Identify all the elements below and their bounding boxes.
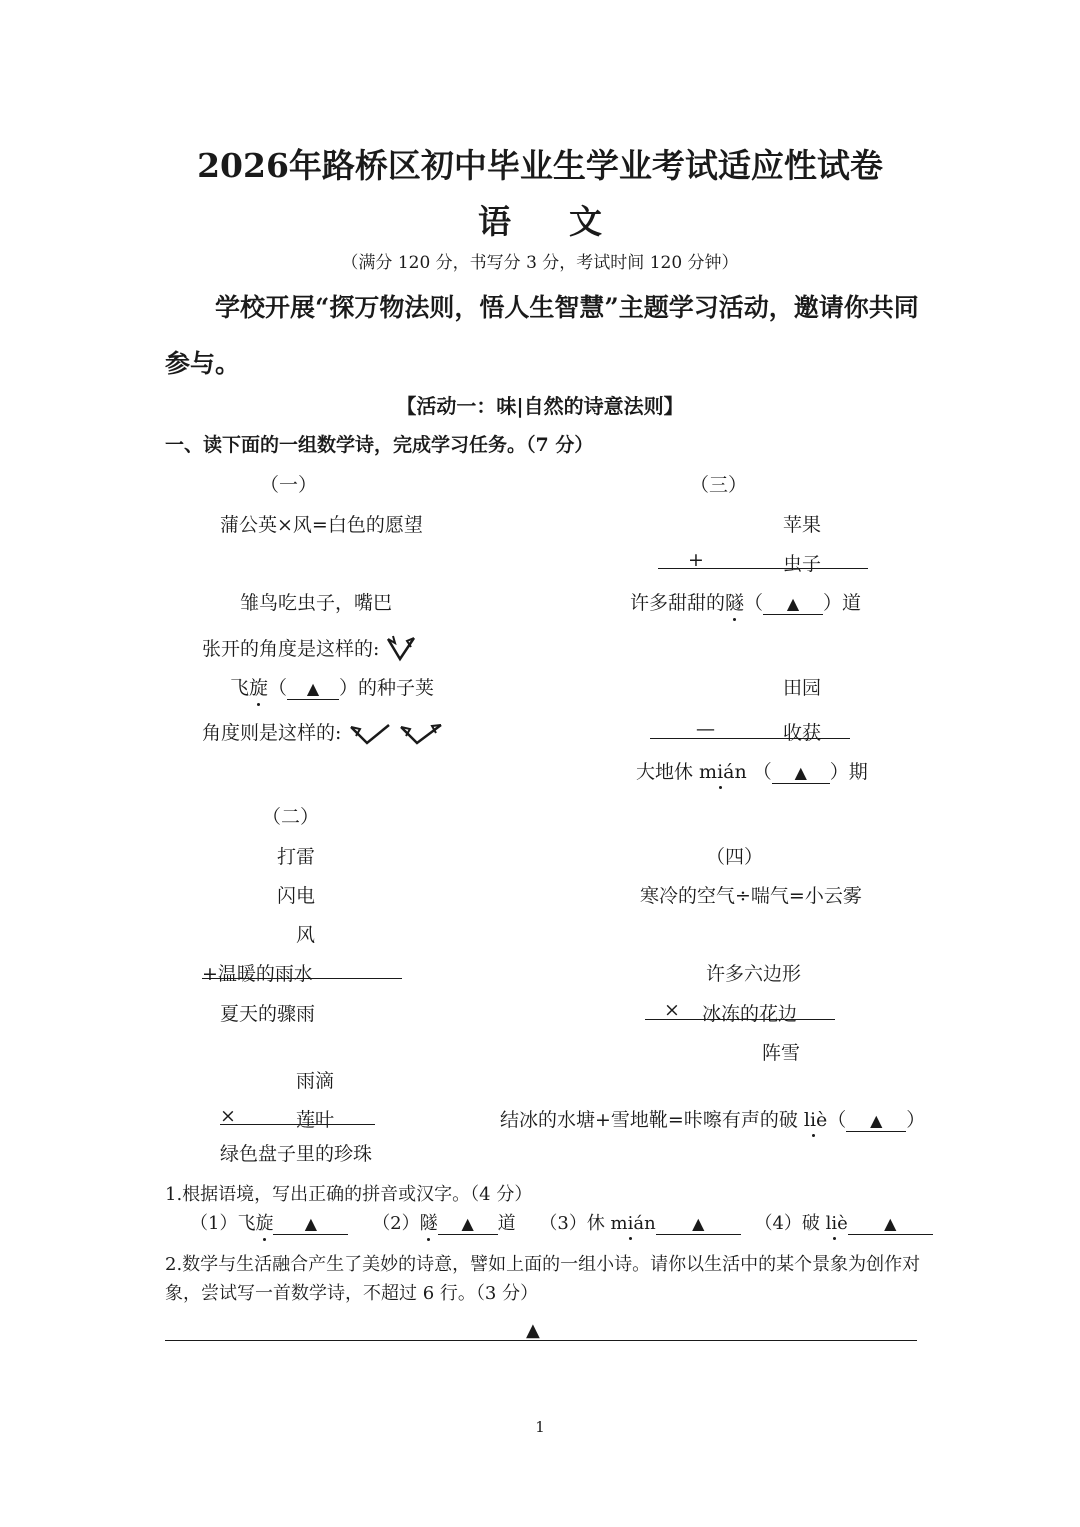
poem2-line6: 雨滴 <box>296 1070 335 1092</box>
poem2-line7b: 莲叶 <box>296 1109 335 1131</box>
poem4-line3a: × <box>664 999 680 1021</box>
answer-blank-2[interactable]: ▲ <box>461 1214 474 1233</box>
poem3-line1: 苹果 <box>783 514 822 536</box>
poem4-product-line <box>645 1019 835 1020</box>
poem2-label: （二） <box>262 806 320 828</box>
question-1: 1.根据语境，写出正确的拼音或汉字。（4 分） <box>165 1184 533 1205</box>
poem4-line4: 阵雪 <box>762 1042 801 1064</box>
answer-blank[interactable]: ▲ <box>306 679 320 698</box>
answer-blank-4[interactable]: ▲ <box>884 1214 897 1233</box>
poem4-label: （四） <box>706 846 764 868</box>
poem2-line3: 风 <box>296 924 316 946</box>
poem2-line5: 夏天的骤雨 <box>220 1003 316 1025</box>
poem1-line2: 雏鸟吃虫子，嘴巴 <box>240 592 393 614</box>
poem2-line8: 绿色盘子里的珍珠 <box>220 1143 373 1165</box>
poem2-line4: +温暖的雨水 <box>202 963 313 985</box>
poem3-line2a: + <box>688 549 704 571</box>
poem1-label: （一） <box>260 474 318 496</box>
poem2-line2: 闪电 <box>277 885 316 907</box>
exam-subject: 语文 <box>478 202 660 241</box>
poem2-line7a: × <box>220 1105 236 1127</box>
answer-blank[interactable]: ▲ <box>786 594 800 613</box>
poem1-line3: 张开的角度是这样的: <box>202 634 417 663</box>
double-v-arrows-icon <box>347 721 447 747</box>
poem3-line5b: 收获 <box>783 722 822 744</box>
answer-blank[interactable]: ▲ <box>794 763 807 782</box>
poem3-line4: 田园 <box>783 677 822 699</box>
poem4-line1: 寒冷的空气÷喘气=小云雾 <box>640 885 862 907</box>
page-number: 1 <box>535 1418 545 1436</box>
activity-title: 【活动一：味|自然的诗意法则】 <box>396 394 684 418</box>
question-2: 2.数学与生活融合产生了美妙的诗意，譬如上面的一组小诗。请你以生活中的某个景象为创作对象，尝试写一首数学诗，不超过 6 行。（3 分） <box>165 1254 921 1304</box>
poem2-line1: 打雷 <box>277 846 316 868</box>
answer-blank-1[interactable]: ▲ <box>304 1214 318 1233</box>
poem4-line5: 结冰的水塘+雪地靴=咔嚓有声的破 liè（ ▲ ） <box>500 1109 926 1131</box>
answer-blank[interactable]: ▲ <box>870 1111 883 1130</box>
poem3-line2b: 虫子 <box>783 553 822 575</box>
poem3-label: （三） <box>690 474 748 496</box>
answer-blank-5[interactable]: ▲ <box>526 1320 540 1341</box>
poem1-line1: 蒲公英×风=白色的愿望 <box>220 514 423 536</box>
exam-info: （满分 120 分，书写分 3 分，考试时间 120 分钟） <box>341 253 739 273</box>
poem4-line3b: 冰冻的花边 <box>702 1003 798 1025</box>
poem3-line3: 许多甜甜的隧（ ▲ ）道 <box>630 588 861 615</box>
answer-blank-3[interactable]: ▲ <box>692 1214 705 1233</box>
exam-title: 2026年路桥区初中毕业生学业考试适应性试卷 <box>197 146 883 185</box>
question-1-items: （1）飞旋 ▲ （2）隧 ▲ 道 （3）休 mián ▲ （4）破 liè ▲ <box>190 1209 933 1235</box>
poem2-product-line <box>220 1124 375 1125</box>
poem3-line6: 大地休 mián （ ▲ ）期 <box>636 761 868 783</box>
poem1-line5: 角度则是这样的: <box>202 718 447 747</box>
poem3-sum-line <box>658 568 868 569</box>
section-title: 一、读下面的一组数学诗，完成学习任务。（7 分） <box>165 434 594 456</box>
poem3-difference-line <box>650 738 850 739</box>
poem4-line2: 许多六边形 <box>706 963 802 985</box>
poem3-line5a: — <box>696 718 715 740</box>
intro-paragraph: 学校开展“探万物法则，悟人生智慧”主题学习活动，邀请你共同参与。 <box>165 293 919 378</box>
open-beak-v-icon <box>385 635 417 663</box>
poem2-sum-line <box>202 978 402 979</box>
poem1-line4: 飞旋（ ▲ ）的种子荚 <box>230 673 434 700</box>
answer-line[interactable] <box>165 1340 917 1341</box>
